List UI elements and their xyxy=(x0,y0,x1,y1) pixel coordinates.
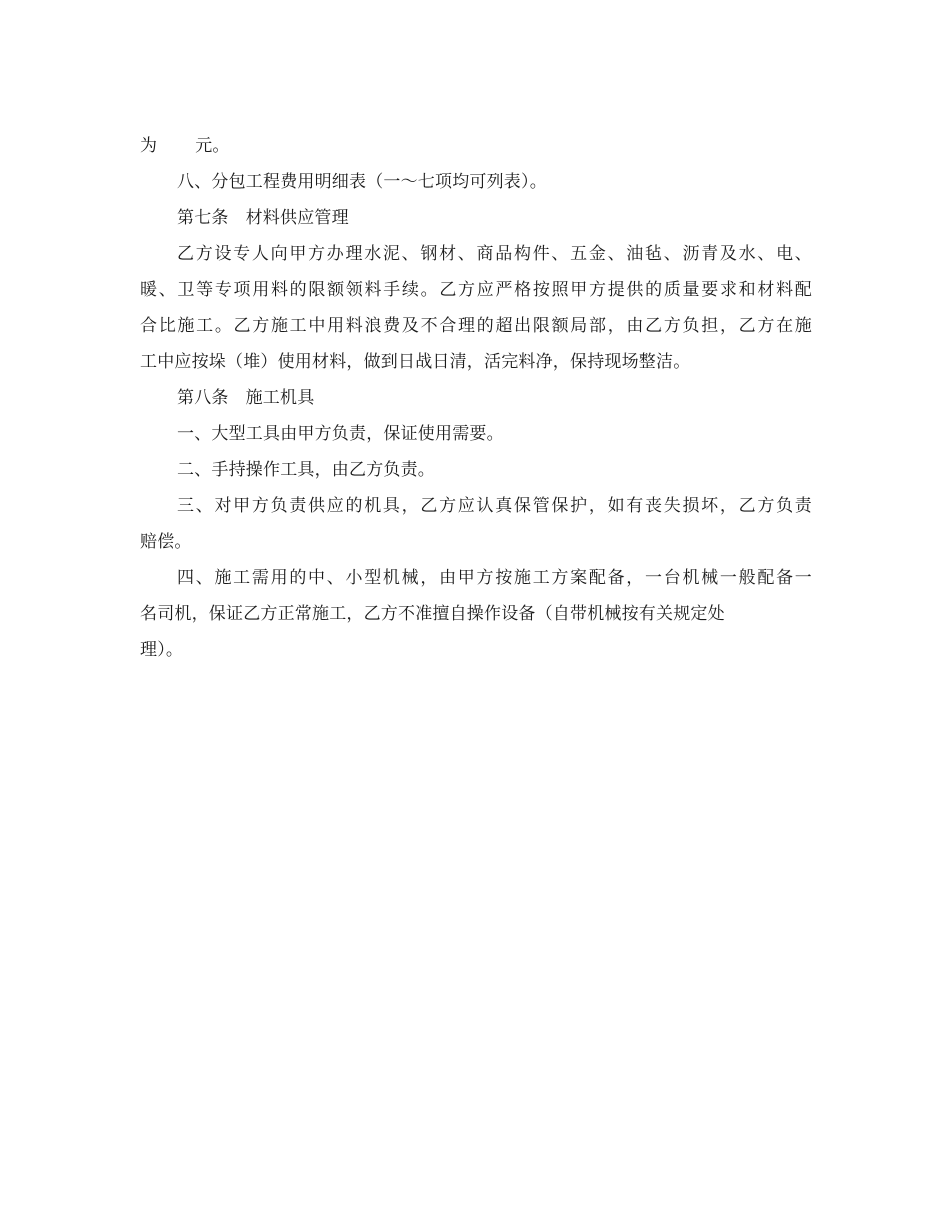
article-title: 施工机具 xyxy=(245,388,315,408)
text-line: 工中应按垛（堆）使用材料，做到日战日清，活完料净，保持现场整洁。 xyxy=(140,352,691,372)
document-body xyxy=(140,128,812,668)
text-line: 赔偿。 xyxy=(140,532,192,552)
article-number: 第七条 xyxy=(177,208,229,228)
text-line: 乙方设专人向甲方办理水泥、钢材、商品构件、五金、油毡、沥青及水、电、 xyxy=(177,244,812,264)
text-line: 三、对甲方负责供应的机具，乙方应认真保管保护，如有丧失损坏，乙方负责 xyxy=(177,496,812,516)
text-fragment: 元。 xyxy=(195,136,230,156)
article-heading xyxy=(140,380,812,416)
text-fragment: 为 xyxy=(140,136,158,156)
text-line: 八、分包工程费用明细表（一～七项均可列表）。 xyxy=(177,172,547,192)
text-line: 名司机，保证乙方正常施工，乙方不准擅自操作设备（自带机械按有关规定处 xyxy=(140,604,725,624)
article-number: 第八条 xyxy=(177,388,229,408)
article-heading xyxy=(140,200,812,236)
text-line: 一、大型工具由甲方负责，保证使用需要。 xyxy=(177,424,504,444)
text-line: 暖、卫等专项用料的限额领料手续。乙方应严格按照甲方提供的质量要求和材料配 xyxy=(140,280,812,300)
article-title: 材料供应管理 xyxy=(245,208,349,228)
text-line xyxy=(140,128,812,164)
text-line: 理）。 xyxy=(140,640,184,660)
text-line: 四、施工需用的中、小型机械，由甲方按施工方案配备，一台机械一般配备一 xyxy=(177,568,812,588)
text-line: 合比施工。乙方施工中用料浪费及不合理的超出限额局部，由乙方负担，乙方在施 xyxy=(140,316,812,336)
text-line: 二、手持操作工具，由乙方负责。 xyxy=(177,460,435,480)
